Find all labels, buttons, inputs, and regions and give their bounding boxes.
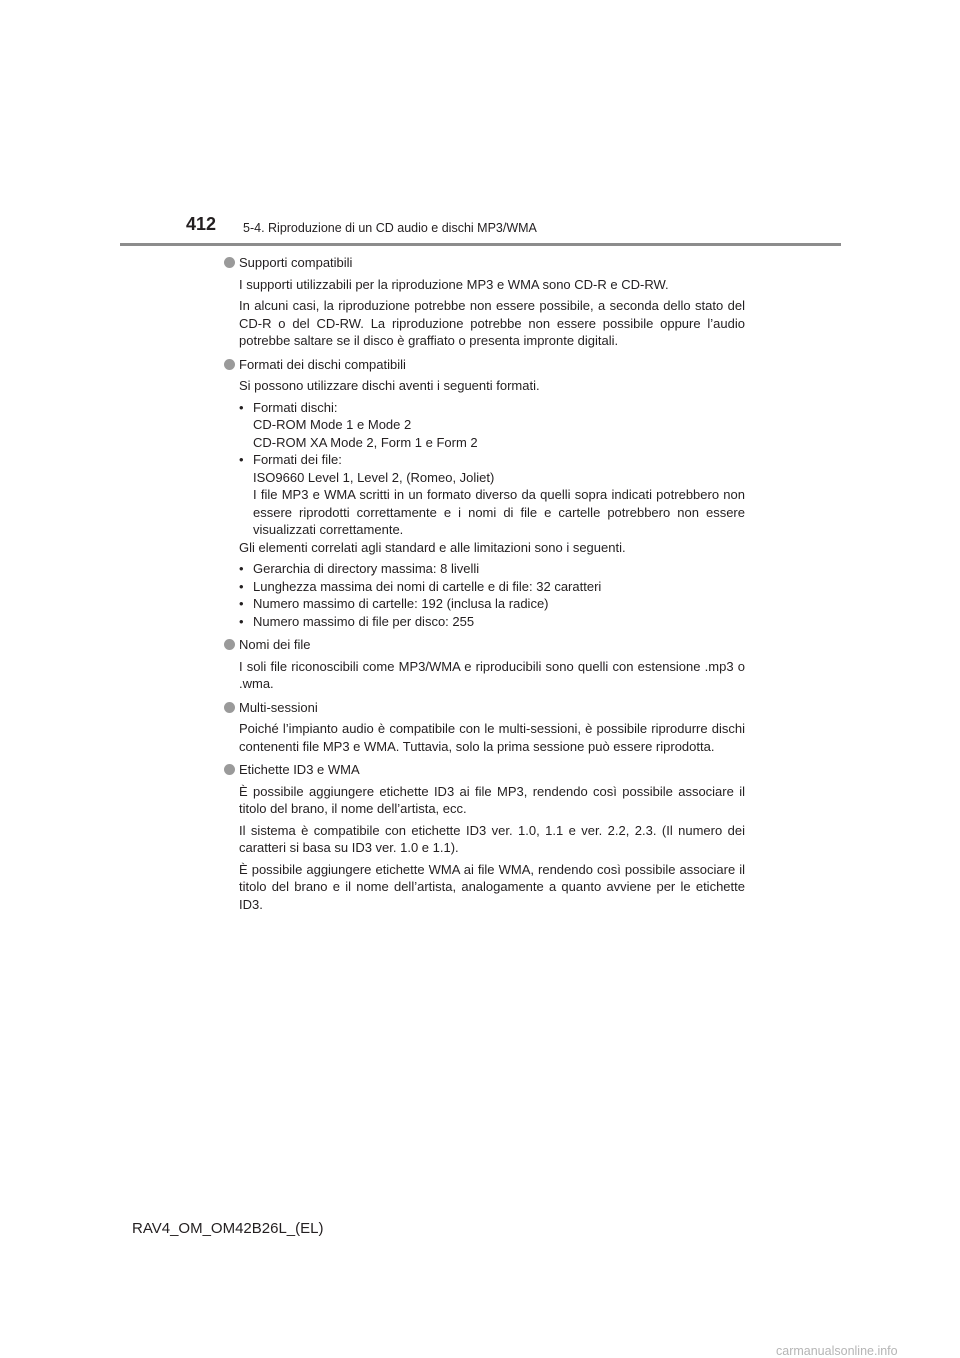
bullet-dot-icon [224,639,235,650]
section-nomi [224,636,745,693]
section-supporti [224,254,745,350]
list-item: • Formati dei file: ISO9660 Level 1, Level 2, (Romeo, Joliet) I file MP3 e WMA scritti in un formato diverso da quelli sopra indicati potrebbero non essere riprodotti correttamente e i nomi di file e cartelle potrebbero non essere visualizzati correttamente. [239,451,745,539]
watermark: carmanualsonline.info [776,1344,898,1358]
format-list [239,399,745,539]
list-item: • Gerarchia di directory massima: 8 livelli [239,560,745,578]
paragraph: È possibile aggiungere etichette WMA ai file WMA, rendendo così possibile associare il titolo del brano e il nome dell’artista, analogamente a quanto avviene per le etichette ID3. [239,861,745,912]
section-etichette [224,761,745,913]
header-divider [120,243,841,246]
bullet-dot-icon [224,764,235,775]
section-heading: Etichette ID3 e WMA [239,762,360,777]
list-item: • Numero massimo di file per disco: 255 [239,613,745,631]
paragraph: È possibile aggiungere etichette ID3 ai file MP3, rendendo così possibile associare il titolo del brano, il nome dell’artista, ecc. [239,783,745,816]
page-header [0,0,960,250]
bullet-dot-icon [224,257,235,268]
bullet-dot-icon [224,359,235,370]
paragraph: Si possono utilizzare dischi aventi i seguenti formati. [239,378,540,393]
section-heading: Multi-sessioni [239,699,318,715]
section-multisessioni [224,699,745,756]
section-formati [224,356,745,631]
bullet-dot-icon [224,702,235,713]
list-item: • Formati dischi: CD-ROM Mode 1 e Mode 2 CD-ROM XA Mode 2, Form 1 e Form 2 [239,399,745,452]
document-code: RAV4_OM_OM42B26L_(EL) [132,1220,324,1237]
paragraph: Poiché l’impianto audio è compatibile con le multi-sessioni, è possibile riprodurre dischi contenenti file MP3 e WMA. Tuttavia, solo la prima sessione può essere riprodotta. [239,721,745,754]
section-heading: Formati dei dischi compatibili [239,356,406,372]
chapter-title: 5-4. Riproduzione di un CD audio e dischi MP3/WMA [243,221,537,235]
section-heading: Supporti compatibili [239,255,353,270]
page-number: 412 [186,214,217,234]
paragraph: Il sistema è compatibile con etichette ID3 ver. 1.0, 1.1 e ver. 2.2, 2.3. (Il numero dei caratteri si basa su ID3 ver. 1.0 e 1.1). [239,822,745,855]
list-item: • Lunghezza massima dei nomi di cartelle e di file: 32 caratteri [239,578,745,596]
limits-list [239,560,745,630]
section-heading: Nomi dei file [239,637,311,652]
paragraph: Gli elementi correlati agli standard e alle limitazioni sono i seguenti. [239,539,626,555]
paragraph: I supporti utilizzabili per la riproduzione MP3 e WMA sono CD-R e CD-RW. [239,276,669,292]
page-content [224,254,745,913]
paragraph: I soli file riconoscibili come MP3/WMA e riproducibili sono quelli con estensione .mp3 o .wma. [239,658,745,691]
paragraph: In alcuni casi, la riproduzione potrebbe non essere possibile, a seconda dello stato del CD-R o del CD-RW. La riproduzione potrebbe non essere possibile oppure l’audio potrebbe saltare se il disco è graffiato o presenta impronte digitali. [239,298,745,348]
list-item: • Numero massimo di cartelle: 192 (inclusa la radice) [239,595,745,613]
